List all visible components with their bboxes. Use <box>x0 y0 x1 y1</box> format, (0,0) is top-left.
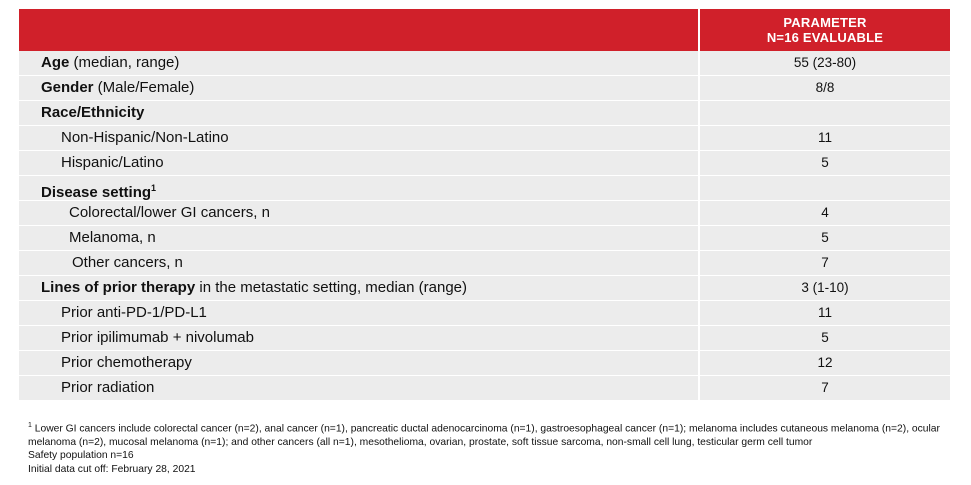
row-label-cell <box>19 301 700 325</box>
row-label-text: Prior radiation <box>61 379 155 396</box>
row-value-cell: 5 <box>821 330 829 345</box>
table-header <box>19 9 950 51</box>
row-label-bold: Age <box>41 54 70 71</box>
row-label-cell <box>19 276 700 300</box>
row-value-cell: 5 <box>821 230 829 245</box>
header-blank-cell <box>19 9 700 51</box>
row-value-cell: 4 <box>821 205 829 220</box>
patient-characteristics-table <box>19 9 950 401</box>
table-body <box>19 51 950 401</box>
footnote-1 <box>28 419 953 449</box>
table-row <box>19 301 950 326</box>
row-label-cell <box>19 251 700 275</box>
row-label-cell <box>19 176 700 200</box>
row-label-cell <box>19 101 700 125</box>
row-label-cell <box>19 226 700 250</box>
footnote-data-cutoff: Initial data cut off: February 28, 2021 <box>28 463 196 475</box>
row-label-cell <box>19 201 700 225</box>
header-line1: PARAMETER <box>783 15 867 30</box>
header-parameter-cell <box>700 9 950 51</box>
footnote-marker: 1 <box>28 422 32 429</box>
table-row <box>19 51 950 76</box>
row-value-cell: 7 <box>821 255 829 270</box>
row-value-cell: 5 <box>821 155 829 170</box>
table-row <box>19 326 950 351</box>
row-value-cell: 8/8 <box>815 80 835 95</box>
row-label-text: Other cancers, n <box>72 254 183 271</box>
row-value-cell: 55 (23-80) <box>793 55 857 70</box>
row-label-text: Hispanic/Latino <box>61 154 164 171</box>
row-label-bold: Gender <box>41 79 94 96</box>
row-label-text: Prior ipilimumab + nivolumab <box>61 329 254 346</box>
footnote-1-text: Lower GI cancers include colorectal cancer (n=2), anal cancer (n=1), pancreatic ductal adenocarcinoma (n=1), gastroesophageal cancer (n=1); melanoma includes cutaneous melanoma (n=2), ocular melanoma (n=2), mucosal melanoma (n=1); and other cancers (all n=1), mesothelioma, ovarian, prostate, soft tissue sarcoma, non-small cell lung, testicular germ cell tumor <box>28 423 940 448</box>
row-value-cell: 11 <box>817 130 832 145</box>
row-value-cell: 11 <box>817 305 832 320</box>
row-label-superscript: 1 <box>151 183 157 193</box>
table-row <box>19 101 950 126</box>
table-row <box>19 276 950 301</box>
row-label-text: (median, range) <box>69 54 180 71</box>
row-value-cell <box>700 176 950 200</box>
table-row <box>19 76 950 101</box>
row-label-text: Prior anti-PD-1/PD-L1 <box>61 304 207 321</box>
table-row <box>19 376 950 401</box>
row-value-cell: 3 (1-10) <box>801 280 849 295</box>
table-row <box>19 151 950 176</box>
row-label-cell <box>19 51 700 75</box>
row-label-bold: Lines of prior therapy <box>41 279 196 296</box>
row-label-cell <box>19 126 700 150</box>
table-row <box>19 251 950 276</box>
table-row <box>19 351 950 376</box>
footnotes <box>28 419 953 476</box>
row-label-text: (Male/Female) <box>93 79 195 96</box>
table-row <box>19 201 950 226</box>
table-row <box>19 126 950 151</box>
row-value-cell <box>700 101 950 125</box>
row-label-bold: Race/Ethnicity <box>41 104 145 121</box>
row-label-cell <box>19 151 700 175</box>
row-value-cell: 12 <box>817 355 833 370</box>
row-value-cell: 7 <box>821 380 829 395</box>
row-label-cell <box>19 326 700 350</box>
row-label-text: Melanoma, n <box>69 229 156 246</box>
table-row <box>19 226 950 251</box>
row-label-cell <box>19 76 700 100</box>
footnote-safety-population: Safety population n=16 <box>28 450 134 462</box>
row-label-text: in the metastatic setting, median (range) <box>195 279 468 296</box>
row-label-text: Colorectal/lower GI cancers, n <box>69 204 270 221</box>
row-label-cell <box>19 376 700 400</box>
header-line2: N=16 EVALUABLE <box>766 30 884 45</box>
table-row <box>19 176 950 201</box>
row-label-bold: Disease setting <box>41 184 152 201</box>
row-label-text: Non-Hispanic/Non-Latino <box>61 129 229 146</box>
row-label-cell <box>19 351 700 375</box>
row-label-text: Prior chemotherapy <box>61 354 192 371</box>
